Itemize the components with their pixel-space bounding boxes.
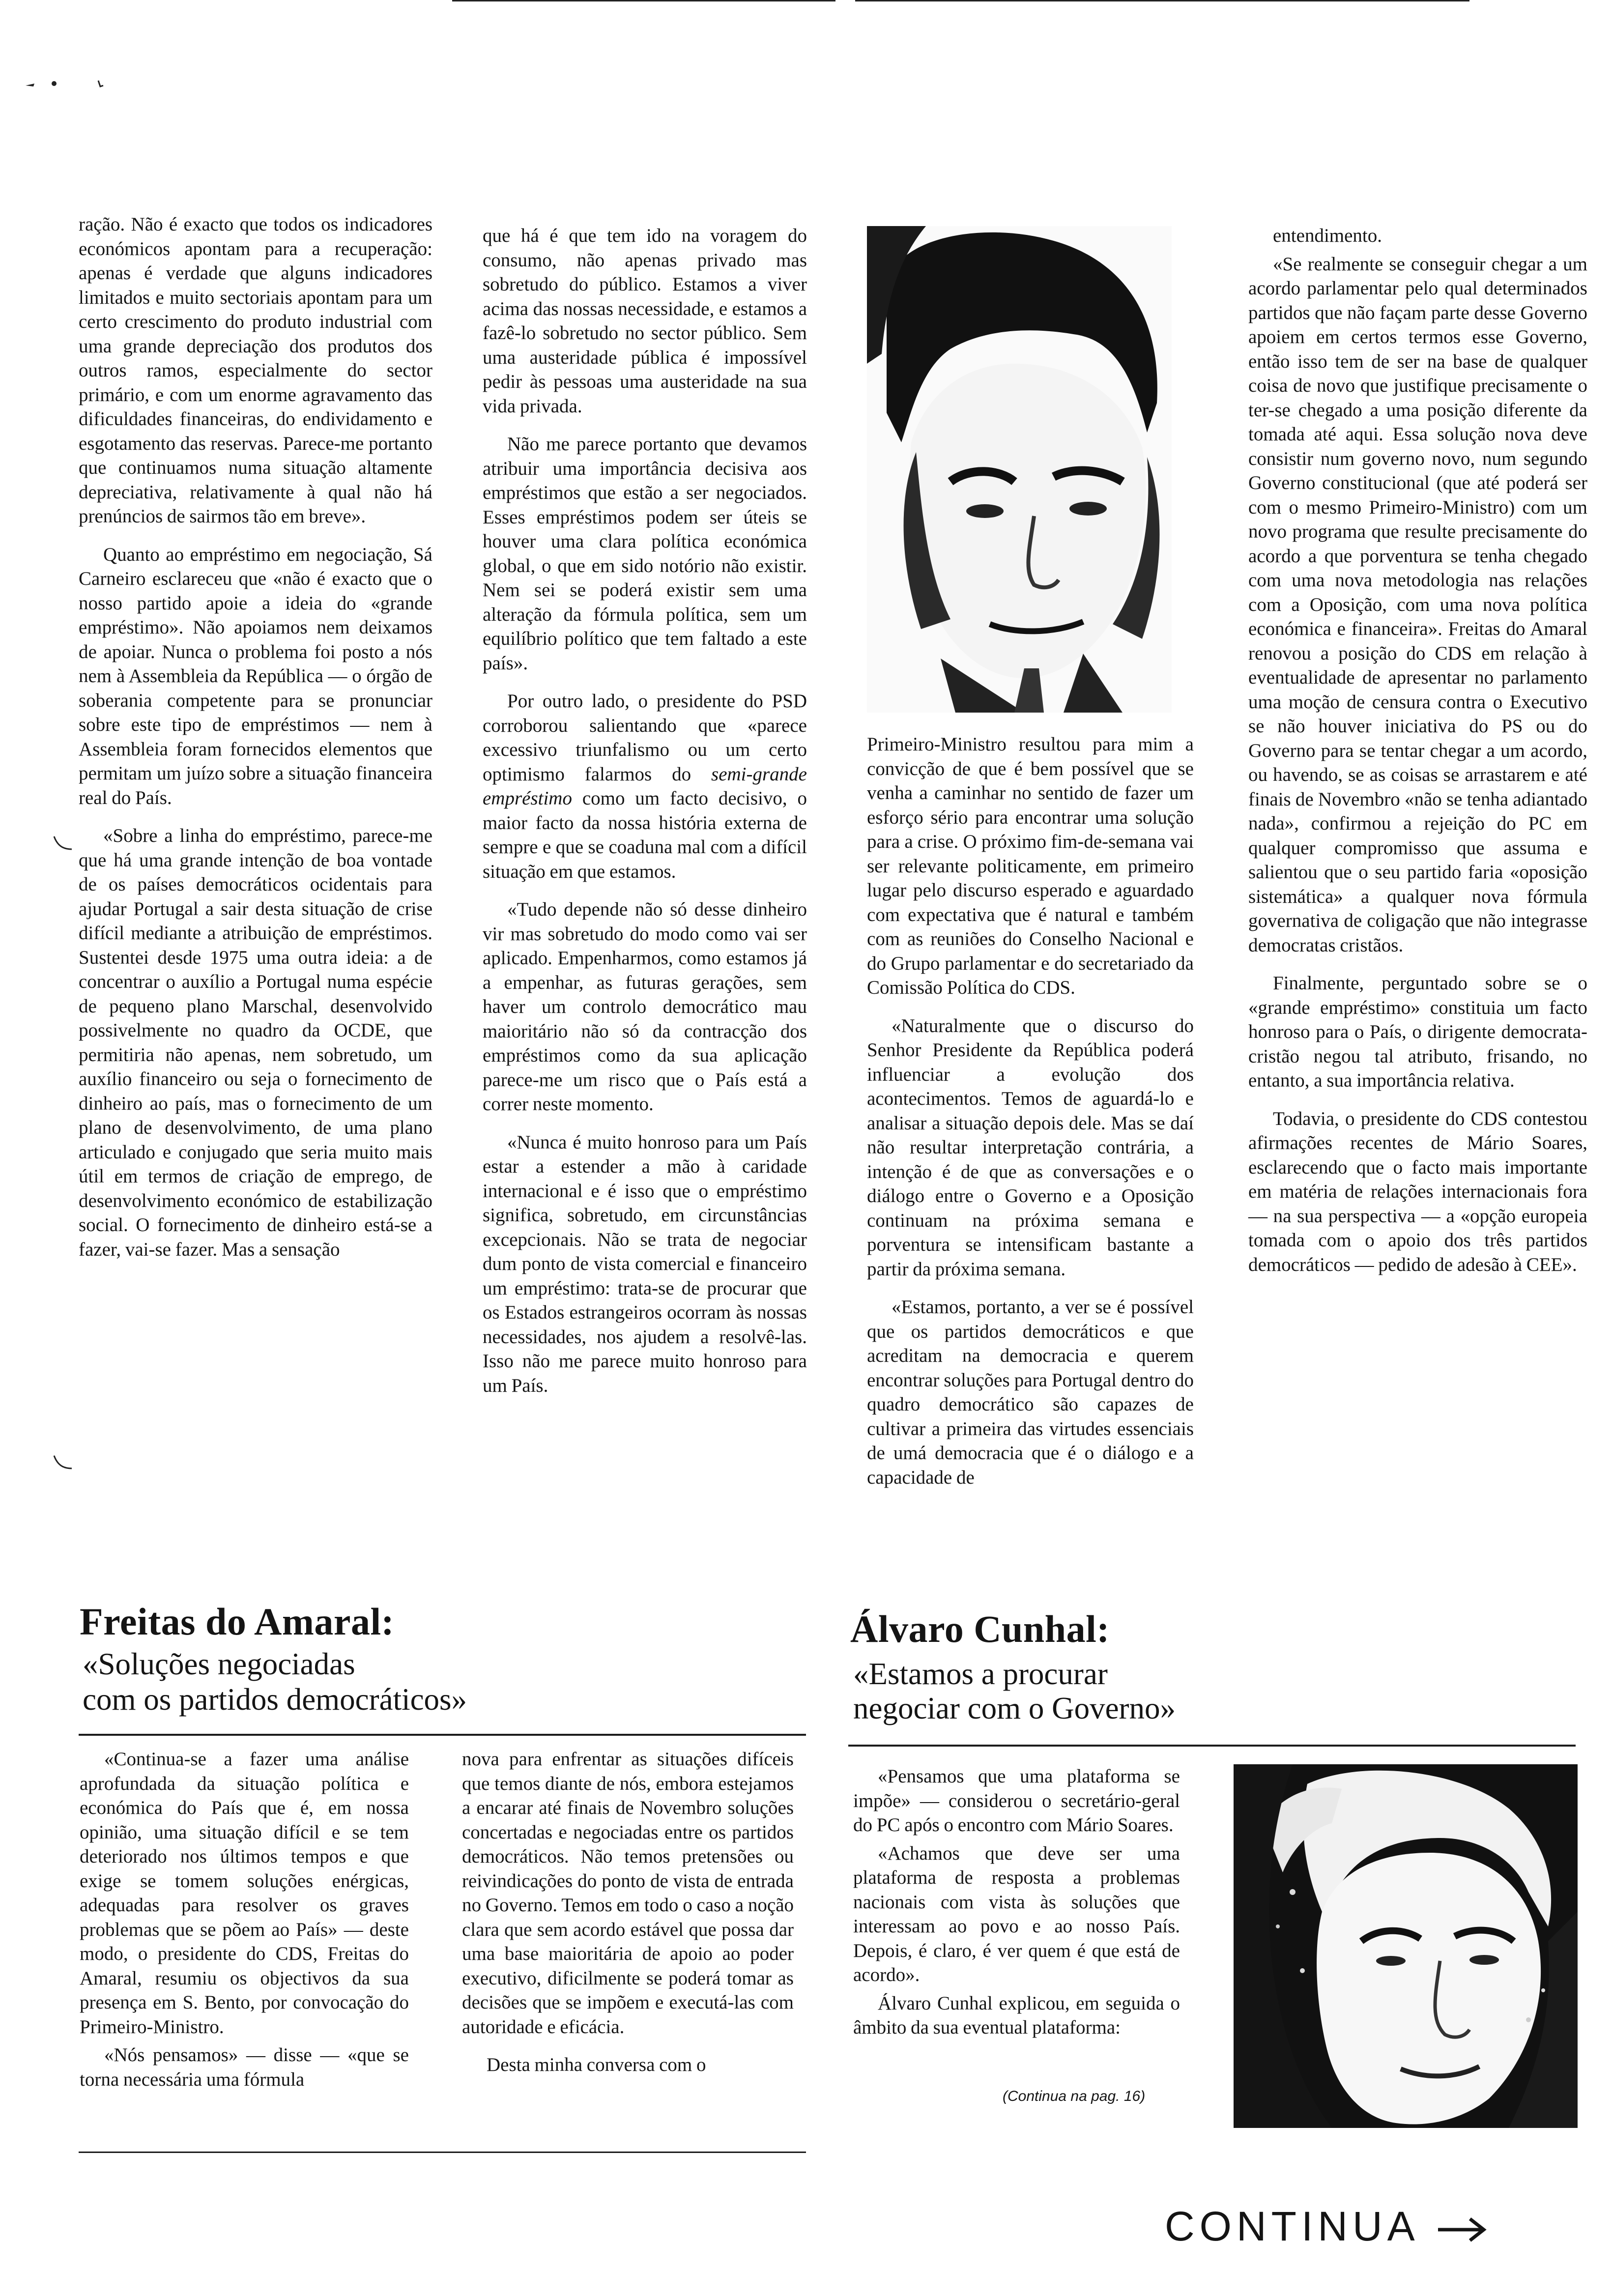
freitas-subhead-line-1: «Soluções negociadas — [83, 1647, 355, 1681]
paragraph: «Pensamos que uma plataforma se impõe» — considerou o secretário-geral do PC após o encontro com Mário Soares. — [853, 1766, 1180, 1836]
scan-specks — [20, 69, 118, 98]
paragraph: «Nunca é muito honroso para um País estar a estender a mão à caridade internacional e é isso que o empréstimo significa, sobretudo, em circunstâncias excepcionais. Não se trata de negociar dum ponto de vista comercial e financeiro um empréstimo: trata-se de procurar que os Estados estrangeiros ocorram às nossas necessidades, nos ajudem a resolvê-las. Isso não me parece muito honroso para um País. — [483, 1131, 807, 1396]
paragraph: Por outro lado, o presidente do PSD corroborou salientando que «parece excessivo triunfalismo ou um certo optimismo falarmos do semi-grande empréstimo como um facto decisivo, o maior facto da nossa história externa de sempre e que se coaduna mal com a difícil situação em que estamos. — [483, 690, 807, 882]
paragraph: Todavia, o presidente do CDS contestou afirmações recentes de Mário Soares, esclarecendo que o facto mais importante em matéria de relações internacionais fora — na sua perspectiva — a «opção europeia tomada com o apoio dos três partidos democráticos — pedido de adesão à CEE». — [1248, 1108, 1587, 1275]
paragraph: ração. Não é exacto que todos os indicadores económicos apontam para a recuperação: apenas é verdade que alguns indicadores limitados e muito sectoriais apontam para um certo crescimento do produto industrial com uma grande depreciação dos produtos dos outros ramos, especialmente do sector primário, e com um enorme agravamento das dificuldades financeiras, do endividamento e esgotamento das reservas. Parece-me portanto que continuamos numa situação altamente depreciativa, relativamente à qual não há prenúncios de sairmos tão em breve». — [79, 214, 432, 527]
paragraph: Não me parece portanto que devamos atribuir uma importância decisiva aos empréstimos que estão a ser negociados. Esses empréstimos podem ser úteis se houver uma clara política económica global, o que em sido notório não existir. Nem sei se poderá existir sem uma alteração da fórmula política, sem um equilíbrio político que tem faltado a este país». — [483, 433, 807, 674]
paragraph: «Achamos que deve ser uma plataforma de resposta a problemas nacionais com vista às soluções que interessam ao povo e ao nosso País. Depois, é claro, é ver quem é que está de acordo». — [853, 1842, 1180, 1985]
paragraph: Primeiro-Ministro resultou para mim a convicção de que é bem possível que se venha a caminhar no sentido de fazer um esforço sério para encontrar uma solução para a crise. O próximo fim-de-semana vai ser relevante politicamente, em primeiro lugar pelo discurso esperado e aguardado com expectativa que é natural e também com as reuniões do Conselho Nacional e do Grupo parlamentar e do secretariado da Comissão Política do CDS. — [867, 734, 1194, 998]
freitas-bottom-rule — [79, 2152, 806, 2153]
cunhal-portrait-photo — [1234, 1764, 1578, 2128]
paragraph: «Sobre a linha do empréstimo, parece-me que há uma grande intenção de boa vontade de os países democráticos ocidentais para ajudar Portugal a sair desta situação de crise difícil mediante a atribuição de empréstimos. Sustentei desde 1975 uma outra ideia: a de concentrar o auxílio a Portugal numa espécie de pequeno plano Marschal, desenvolvido possivelmente no quadro da OCDE, que permitiria não apenas, nem sobretudo, um auxílio financeiro ou seja o fornecimento de dinheiro ao país, mas o fornecimento de um plano de desenvolvimento, de uma plano articulado e conjugado que seria muito mais útil em termos de criação de emprego, de desenvolvimento económico de estabilização social. O fornecimento de dinheiro está-se a fazer, vai-se fazer. Mas a sensação — [79, 825, 432, 1260]
arrow-right-icon — [1436, 2215, 1490, 2244]
paragraph: «Se realmente se conseguir chegar a um acordo parlamentar pelo qual determinados partidos que não façam parte desse Governo apoiem em certos termos esse Governo, então isso tem de ser na base de qualquer coisa de novo que justifique precisamente o ter-se chegado a uma posição diferente da tomada até aqui. Essa solução nova deve consistir num governo novo, num segundo Governo constitucional (que até poderá ser com o mesmo Primeiro-Ministro) com um novo programa que resulte precisamente do acordo a que porventura se tenha chegado com uma nova metodologia nas relações com a Oposição, com uma nova política económica e financeira». Freitas do Amaral renovou a posição do CDS em relação à eventualidade de apresentar no parlamento uma moção de censura contra o Executivo se não houver iniciativa do PS ou do Governo para se tentar chegar a um acordo, ou havendo, se as coisas se arrastarem e até finais de Novembro «não se tenha adiantado nada», confirmou a rejeição do PC em qualquer compromisso que assuma e salientou que o seu partido faria «oposição sistemática» a qualquer nova fórmula governativa de coligação que não integrasse democratas cristãos. — [1248, 253, 1587, 956]
freitas-headline: Freitas do Amaral: — [80, 1600, 395, 1643]
top-column-3 — [867, 732, 1194, 1503]
continua-label: CONTINUA — [1165, 2203, 1418, 2249]
paragraph: «Nós pensamos» — disse — «que se torna necessária uma fórmula — [80, 2044, 409, 2090]
top-column-2 — [483, 224, 807, 1411]
freitas-divider-rule — [79, 1734, 806, 1736]
paragraph: Álvaro Cunhal explicou, em seguida o âmbito da sua eventual plataforma: — [853, 1992, 1180, 2038]
freitas-column-2 — [462, 1747, 794, 2091]
continua-footer — [1165, 2202, 1490, 2251]
paragraph: que há é que tem ido na voragem do consumo, não apenas privado mas sobretudo do público. Estamos a viver acima das nossas necessidade, e estamos a fazê-lo sobretudo no sector público. Sem uma austeridade pública é impossível pedir às pessoas uma austeridade na sua vida privada. — [483, 225, 807, 417]
italic-phrase: semi-grande empréstimo — [483, 763, 807, 809]
paragraph: Finalmente, perguntado sobre se o «grande empréstimo» constituia um facto honroso para o País, o dirigente democrata-cristão negou tal atributo, frisando, no entanto, a sua importância relativa. — [1248, 973, 1587, 1091]
paragraph: «Tudo depende não só desse dinheiro vir mas sobretudo do modo como vai ser aplicado. Empenharmos, como estamos já a empenhar, as futuras gerações, sem haver um controlo democrático mau maioritário não só da contracção dos empréstimos como da sua aplicação parece-me um risco que o País está a correr neste momento. — [483, 899, 807, 1115]
paragraph: nova para enfrentar as situações difíceis que temos diante de nós, embora estejamos a encarar até finais de Novembro soluções concertadas e negociadas entre os partidos democráticos. Não temos pretensões ou reivindicações do ponto de vista de entrada no Governo. Temos em todo o caso a noção clara que sem acordo estável que possa dar uma base maioritária de apoio ao poder executivo, dificilmente se poderá tomar as decisões que se impõem e executá-las com autoridade e eficácia. — [462, 1749, 794, 2038]
paragraph: entendimento. — [1273, 225, 1382, 246]
margin-bracket-mark — [53, 1455, 73, 1469]
freitas-column-1 — [80, 1747, 409, 2105]
paragraph: «Continua-se a fazer uma análise aprofundada da situação política e económica do País que é, em nossa opinião, uma situação difícil e se tem deteriorado nos últimos tempos e que exige se tomem soluções enérgicas, adequadas para resolver os graves problemas que se põem ao País» — deste modo, o presidente do CDS, Freitas do Amaral, resumiu os objectivos da sua presença em S. Bento, por convocação do Primeiro-Ministro. — [80, 1749, 409, 2038]
top-column-1 — [79, 212, 432, 1275]
paragraph: Desta minha conversa com o — [487, 2054, 706, 2075]
paragraph: «Estamos, portanto, a ver se é possível que os partidos democráticos e que acreditam na democracia e querem encontrar soluções para Portugal dentro do quadro democrático são capazes de cultivar a primeira das virtudes essenciais de umá democracia que é o diálogo e a capacidade de — [867, 1296, 1194, 1488]
margin-bracket-mark — [53, 835, 73, 850]
top-rule-left — [452, 0, 835, 1]
continued-on-page-note: (Continua na pag. 16) — [1003, 2088, 1146, 2104]
top-column-4 — [1248, 224, 1587, 1291]
paragraph: «Naturalmente que o discurso do Senhor Presidente da República poderá influenciar a evolução dos acontecimentos. Temos de aguardá-lo e analisar a situação depois dele. Mas se daí não resultar interpretação contrária, a intenção é de que as conversações e o diálogo entre o Governo e a Oposição continuam na próxima semana e porventura se intensificam bastante a partir da próxima semana. — [867, 1015, 1194, 1280]
cunhal-subhead-line-1: «Estamos a procurar — [853, 1657, 1108, 1691]
cunhal-column — [853, 1764, 1180, 2054]
cunhal-headline: Álvaro Cunhal: — [850, 1607, 1110, 1650]
freitas-subhead-line-2: com os partidos democráticos» — [83, 1682, 467, 1717]
paragraph: Quanto ao empréstimo em negociação, Sá Carneiro esclareceu que «não é exacto que o nosso partido apoie a ideia do «grande empréstimo». Não apoiamos nem deixamos de apoiar. Nunca o problema foi posto a nós nem à Assembleia da República — o órgão de soberania competente para se pronunciar sobre este tipo de empréstimos — nem à Assembleia foram fornecidos elementos que permitam um juízo sobre a situação financeira real do País. — [79, 544, 432, 808]
cunhal-divider-rule — [848, 1745, 1576, 1747]
cunhal-subhead-line-2: negociar com o Governo» — [853, 1691, 1176, 1725]
freitas-portrait-photo — [867, 226, 1172, 713]
top-rule-right — [855, 0, 1469, 1]
